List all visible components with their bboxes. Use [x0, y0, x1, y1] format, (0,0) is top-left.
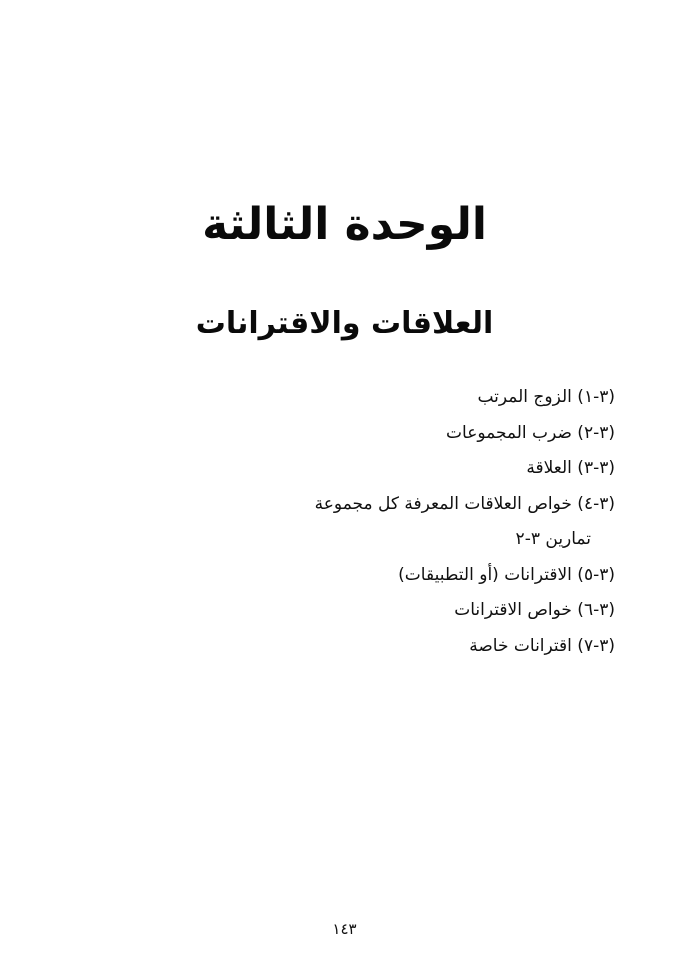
- toc-item-number: (٣-٥): [577, 564, 615, 585]
- unit-title: الوحدة الثالثة: [202, 199, 487, 250]
- toc-item-3-6: [195, 593, 615, 629]
- toc-item-3-1: [195, 380, 615, 416]
- toc-item-number: (٣-٢): [577, 422, 615, 443]
- unit-subtitle: العلاقات والاقترانات: [195, 306, 494, 341]
- toc-item-3-3: [195, 451, 615, 487]
- toc-item-number: (٣-٤): [577, 493, 615, 514]
- toc-item-label: خواص الاقترانات: [454, 600, 572, 620]
- page-number: ١٤٣: [332, 920, 357, 938]
- toc-item-label: الاقترانات (أو التطبيقات): [398, 564, 572, 585]
- toc-item-number: (٣-٦): [577, 600, 615, 620]
- toc-item-label: اقترانات خاصة: [469, 635, 572, 656]
- toc-item-number: (٣-٣): [577, 458, 615, 478]
- toc-item-3-4: [195, 487, 615, 523]
- toc-item-3-2: [195, 416, 615, 452]
- toc-item-exercises: [195, 522, 615, 558]
- table-of-contents: [195, 380, 615, 664]
- toc-item-number: (٣-١): [577, 387, 615, 407]
- toc-item-3-7: [195, 629, 615, 665]
- toc-item-label: ضرب المجموعات: [446, 422, 572, 443]
- toc-item-3-5: [195, 558, 615, 594]
- toc-item-label: العلاقة: [526, 458, 572, 478]
- toc-item-label: تمارين ٣-٢: [515, 529, 591, 549]
- toc-item-number: (٣-٧): [577, 635, 615, 656]
- toc-item-label: خواص العلاقات المعرفة كل مجموعة: [314, 493, 572, 514]
- toc-item-label: الزوج المرتب: [477, 387, 572, 407]
